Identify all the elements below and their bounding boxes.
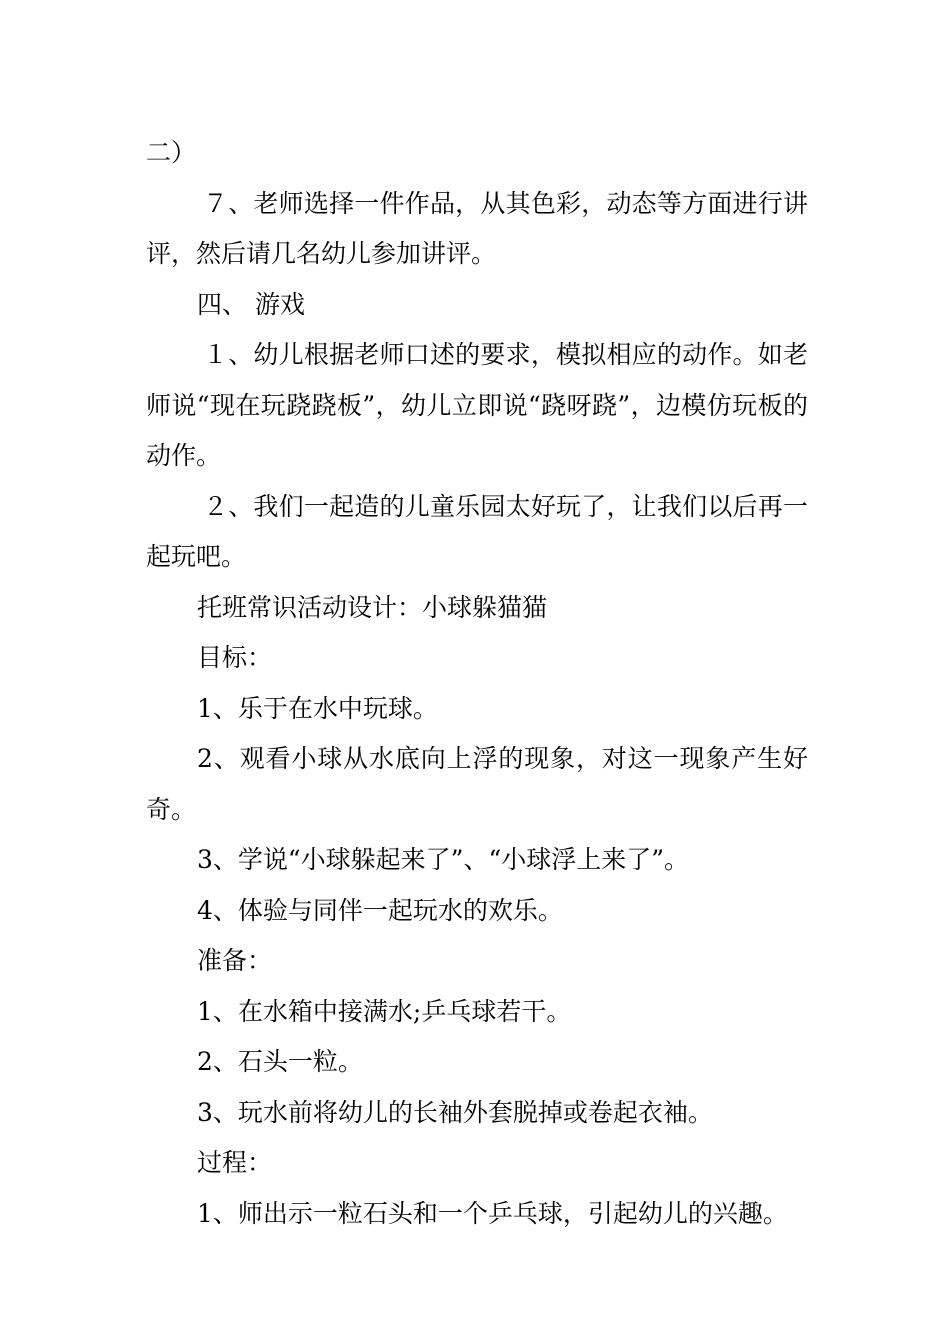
paragraph-game-step-2: ２、我们一起造的儿童乐园太好玩了，让我们以后再一起玩吧。 <box>146 491 808 571</box>
paragraph-step-7: ７、老师选择一件作品，从其色彩，动态等方面进行讲评，然后请几名幼儿参加讲评。 <box>146 188 808 268</box>
preparation-item-2: 2、石头一粒。 <box>197 1047 363 1076</box>
goal-item-3: 3、学说“小球躲起来了”、“小球浮上来了”。 <box>197 845 690 874</box>
preparation-item-1: 1、在水箱中接满水;乒乓球若干。 <box>197 996 572 1026</box>
document-body <box>146 128 808 1239</box>
goal-item-1: 1、乐于在水中玩球。 <box>197 693 438 723</box>
preparation-item-3: 3、玩水前将幼儿的长袖外套脱掉或卷起衣袖。 <box>197 1097 713 1127</box>
section-heading-process: 过程： <box>197 1148 273 1177</box>
activity-title: 托班常识活动设计：小球躲猫猫 <box>197 592 548 622</box>
section-heading-game: 四、 游戏 <box>197 289 305 319</box>
paragraph-continuation: 二） <box>146 138 197 167</box>
section-heading-goals: 目标： <box>197 643 273 672</box>
goal-item-4: 4、体验与同伴一起玩水的欢乐。 <box>197 895 563 925</box>
process-item-1: 1、师出示一粒石头和一个乒乓球，引起幼儿的兴趣。 <box>197 1198 788 1228</box>
goal-item-2: 2、观看小球从水底向上浮的现象，对这一现象产生好奇。 <box>146 744 808 824</box>
section-heading-preparation: 准备： <box>197 946 273 975</box>
paragraph-game-step-1: １、幼儿根据老师口述的要求，模拟相应的动作。如老师说“现在玩跷跷板”，幼儿立即说“跷呀跷”，边模仿玩板的动作。 <box>146 340 808 470</box>
